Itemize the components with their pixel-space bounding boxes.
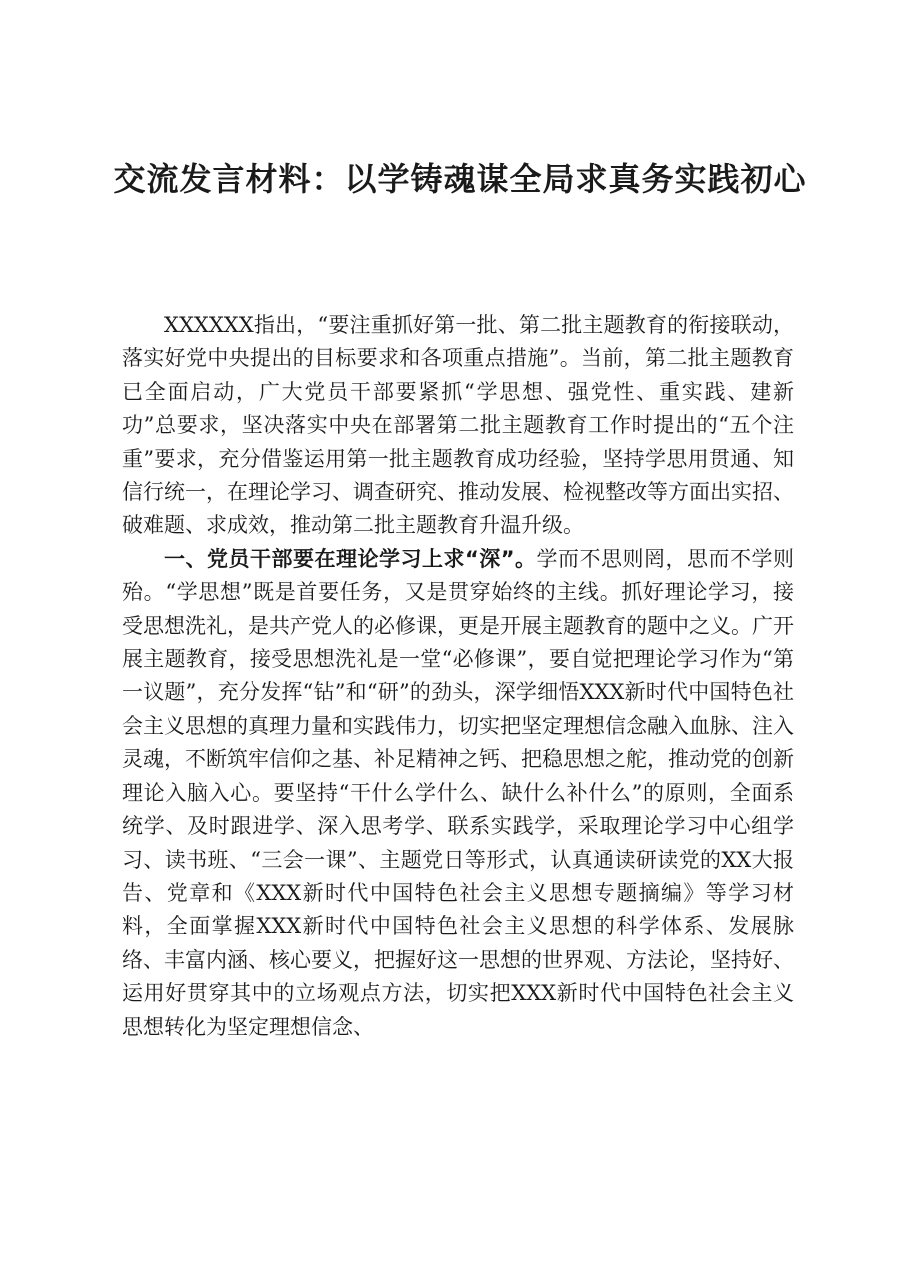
document-title: 交流发言材料：以学铸魂谋全局求真务实践初心 <box>113 160 807 198</box>
paragraph-section-1 <box>122 543 794 1044</box>
section-1-heading: 一、党员干部要在理论学习上求“深”。 <box>164 546 537 571</box>
section-1-text: 学而不思则罔，思而不学则殆。“学思想”既是首要任务，又是贯穿始终的主线。抓好理论学习，接受思想洗礼，是共产党人的必修课，更是开展主题教育的题中之义。广开展主题教育，接受思想洗礼是一堂“必修课”，要自觉把理论学习作为“第一议题”，充分发挥“钻”和“研”的劲头，深学细悟XXX新时代中国特色社会主义思想的真理力量和实践伟力，切实把坚定理想信念融入血脉、注入灵魂，不断筑牢信仰之基、补足精神之钙、把稳思想之舵，推动党的创新理论入脑入心。要坚持“干什么学什么、缺什么补什么”的原则，全面系统学、及时跟进学、深入思考学、联系实践学，采取理论学习中心组学习、读书班、“三会一课”、主题党日等形式，认真通读研读党的XX大报告、党章和《XXX新时代中国特色社会主义思想专题摘编》等学习材料，全面掌握XXX新时代中国特色社会主义思想的科学体系、发展脉络、丰富内涵、核心要义，把握好这一思想的世界观、方法论，坚持好、运用好贯穿其中的立场观点方法，切实把XXX新时代中国特色社会主义思想转化为坚定理想信念、 <box>122 546 795 1039</box>
paragraph-intro-text: XXXXXX指出，“要注重抓好第一批、第二批主题教育的衔接联动，落实好党中央提出的目标要求和各项重点措施”。当前，第二批主题教育已全面启动，广大党员干部要紧抓“学思想、强党性、重实践、建新功”总要求，坚决落实中央在部署第二批主题教育工作时提出的“五个注重”要求，充分借鉴运用第一批主题教育成功经验，坚持学思用贯通、知信行统一，在理论学习、调查研究、推动发展、检视整改等方面出实招、破难题、求成效，推动第二批主题教育升温升级。 <box>122 313 794 538</box>
paragraph-intro <box>122 309 794 543</box>
document-body <box>122 309 794 1044</box>
